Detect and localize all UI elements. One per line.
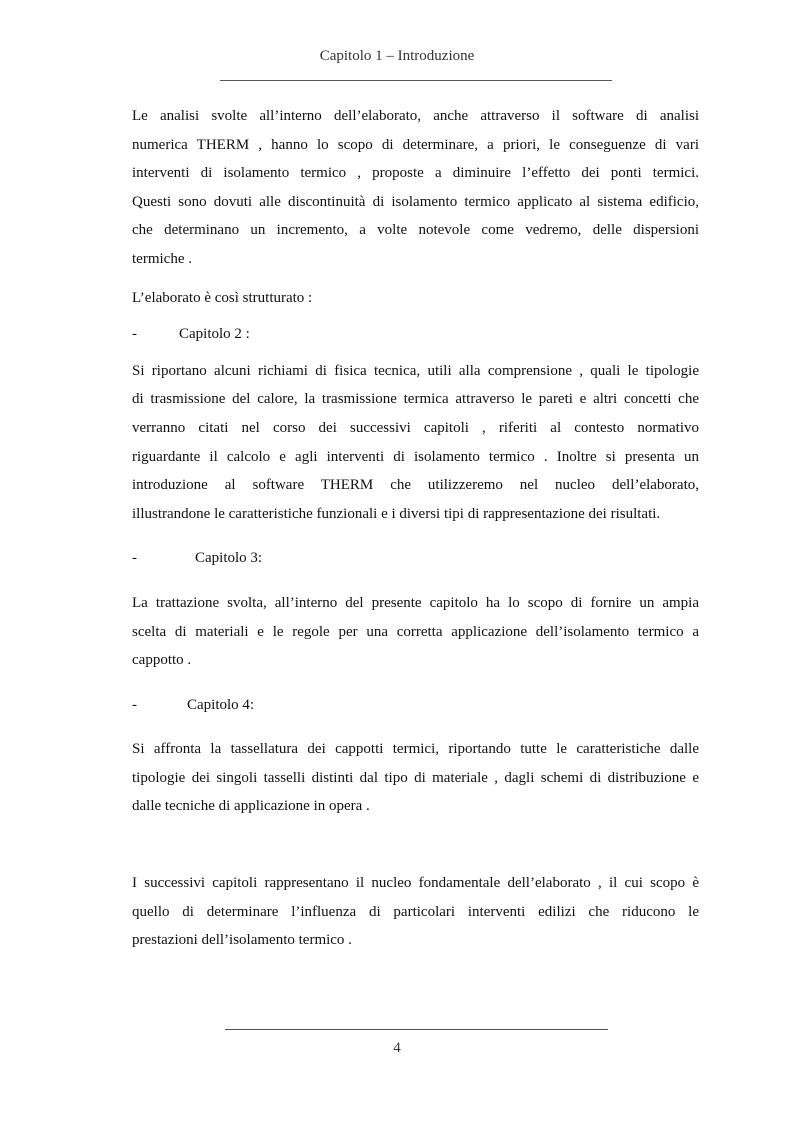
text-line: che determinano un incremento, a volte notevole come vedremo, delle dispersioni xyxy=(132,222,699,239)
text-line: tipologie dei singoli tasselli distinti dal tipo di materiale , dagli schemi di distribuzione e xyxy=(132,769,699,786)
chapter-label: Capitolo 3: xyxy=(195,550,263,567)
text-line: introduzione al software THERM che utilizzeremo nel nucleo dell’elaborato, xyxy=(132,477,699,494)
header-divider xyxy=(220,80,612,81)
text-line: Si affronta la tassellatura dei cappotti termici, riportando tutte le caratteristiche dalle xyxy=(132,741,699,758)
chapter-2-heading xyxy=(132,320,699,349)
intro-paragraph xyxy=(132,102,699,274)
text-line: riguardante il calcolo e agli interventi di isolamento termico . Inoltre si presenta un xyxy=(132,448,699,465)
page-number: 4 xyxy=(393,1040,401,1056)
bullet-dash: - xyxy=(132,550,137,567)
structure-intro xyxy=(132,284,699,313)
chapter-4-heading xyxy=(132,691,699,720)
text-line: verranno citati nel corso dei successivi capitoli , riferiti al contesto normativo xyxy=(132,419,699,436)
text-line: quello di determinare l’influenza di particolari interventi edilizi che riducono le xyxy=(132,903,699,920)
text-line: prestazioni dell’isolamento termico . xyxy=(132,932,352,949)
text-line: scelta di materiali e le regole per una corretta applicazione dell’isolamento termico a xyxy=(132,623,699,640)
text-line: Si riportano alcuni richiami di fisica tecnica, utili alla comprensione , quali le tipologie xyxy=(132,362,699,379)
bullet-dash: - xyxy=(132,326,137,343)
text-line: L’elaborato è così strutturato : xyxy=(132,289,313,306)
text-line: La trattazione svolta, all’interno del presente capitolo ha lo scopo di fornire un ampia xyxy=(132,594,699,611)
text-line: di trasmissione del calore, la trasmissione termica attraverso le pareti e altri concetti che xyxy=(132,391,699,408)
chapter-label: Capitolo 4: xyxy=(187,696,255,713)
bullet-dash: - xyxy=(132,696,137,713)
text-line: cappotto . xyxy=(132,652,192,669)
text-line: numerica THERM , hanno lo scopo di determinare, a priori, le conseguenze di vari xyxy=(132,136,699,153)
text-line: termiche . xyxy=(132,250,192,267)
page-header-title: Capitolo 1 – Introduzione xyxy=(319,48,475,64)
text-line: dalle tecniche di applicazione in opera . xyxy=(132,798,370,815)
text-line: I successivi capitoli rappresentano il nucleo fondamentale dell’elaborato , il cui scopo è xyxy=(132,875,699,892)
chapter-3-description xyxy=(132,589,699,675)
chapter-3-heading xyxy=(132,544,699,573)
text-line: interventi di isolamento termico , proposte a diminuire l’effetto dei ponti termici. xyxy=(132,165,699,182)
page-body xyxy=(132,102,699,955)
chapter-2-description xyxy=(132,357,699,529)
chapter-4-description xyxy=(132,735,699,821)
chapter-label: Capitolo 2 : xyxy=(179,326,250,343)
footer-divider xyxy=(225,1029,608,1030)
closing-paragraph xyxy=(132,869,699,955)
text-line: Questi sono dovuti alle discontinuità di isolamento termico applicato al sistema edificio, xyxy=(132,193,699,210)
text-line: Le analisi svolte all’interno dell’elaborato, anche attraverso il software di analisi xyxy=(132,108,699,124)
text-line: illustrandone le caratteristiche funzionali e i diversi tipi di rappresentazione dei risultati. xyxy=(132,505,661,522)
